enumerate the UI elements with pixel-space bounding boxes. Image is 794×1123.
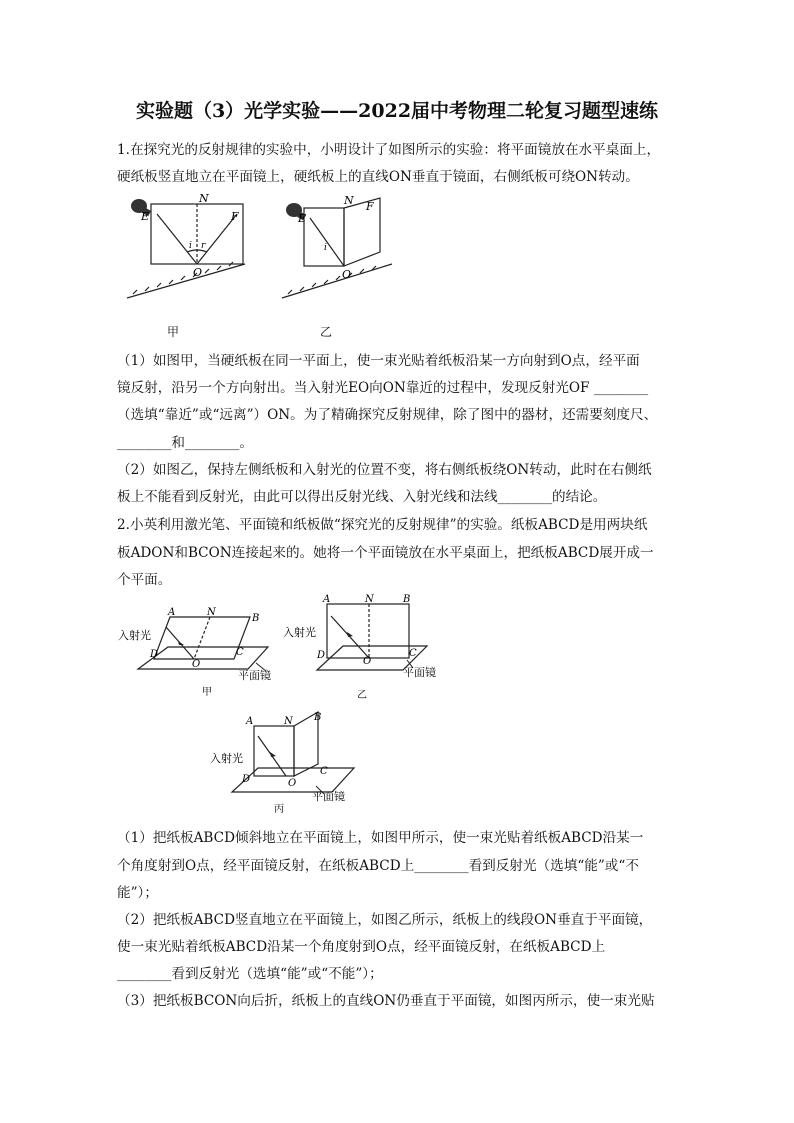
q2-part2-line2: 使一束光贴着纸板ABCD沿某一个角度射到O点，经平面镜反射，在纸板ABCD上 [117, 939, 606, 955]
q1-stem-line2: 硬纸板竖直地立在平面镜上，硬纸板上的直线ON垂直于镜面，右侧纸板可绕ON转动。 [117, 169, 639, 185]
q1-part1-line2: 镜反射，沿另一个方向射出。当入射光EO向ON靠近的过程中，发现反射光OF ________ [117, 380, 649, 396]
q1-yi-point-F: F [366, 200, 374, 213]
q2-yi-incident-label: 入射光 [283, 626, 316, 639]
q1-fig-label-yi: 乙 [320, 325, 333, 339]
q1-jia-point-F: F [231, 210, 239, 223]
q1-part1-line3: （选填“靠近”或“远离”）ON。为了精确探究反射规律，除了图中的器材，还需要刻度尺、 [117, 407, 658, 423]
q2-fig-label-jia: 甲 [202, 687, 212, 698]
q2-bing-point-C: C [320, 766, 328, 777]
q2-stem-line3: 个平面。 [117, 572, 172, 588]
q1-part1-line4: ________和________。 [117, 435, 253, 451]
q1-part2-line2: 板上不能看到反射光，由此可以得出反射光线、入射光线和法线________的结论。 [117, 489, 607, 505]
q2-figure-jia [118, 603, 298, 703]
q2-jia-point-N: N [207, 607, 216, 618]
q2-yi-point-B: B [403, 594, 411, 605]
q1-jia-point-E: E [141, 210, 150, 223]
q1-stem-line1: 1.在探究光的反射规律的实验中，小明设计了如图所示的实验：将平面镜放在水平桌面上， [117, 142, 661, 158]
q2-part1-line1: （1）把纸板ABCD倾斜地立在平面镜上，如图甲所示，使一束光贴着纸板ABCD沿某一 [117, 830, 644, 846]
q2-bing-point-O: O [288, 778, 297, 789]
q2-figure-yi [283, 590, 443, 705]
q2-yi-point-N: N [365, 594, 374, 605]
q1-yi-angle-i: i [324, 243, 327, 253]
q2-fig-label-bing: 丙 [274, 804, 284, 815]
q2-yi-point-O: O [363, 656, 372, 667]
q1-part1-line1: （1）如图甲，当硬纸板在同一平面上，使一束光贴着纸板沿某一方向射到O点，经平面 [117, 353, 640, 369]
q2-stem-line2: 板ADON和BCON连接起来的。她将一个平面镜放在水平桌面上，把纸板ABCD展开成一 [117, 545, 654, 561]
q2-part3-line1: （3）把纸板BCON向后折，纸板上的直线ON仍垂直于平面镜，如图丙所示，使一束光贴 [117, 993, 655, 1009]
q2-jia-point-D: D [150, 649, 159, 660]
q2-stem-line1: 2.小英利用激光笔、平面镜和纸板做“探究光的反射规律”的实验。纸板ABCD是用两块纸 [117, 517, 648, 533]
q1-jia-angle-r: r [201, 241, 206, 251]
q2-yi-point-C: C [409, 648, 417, 659]
q2-part2-line3: ________看到反射光（选填“能”或“不能”）； [117, 966, 383, 982]
q2-part2-line1: （2）把纸板ABCD竖直地立在平面镜上，如图乙所示，纸板上的线段ON垂直于平面镜， [117, 912, 653, 928]
q2-figure-bing [208, 708, 378, 818]
q2-bing-mirror-label: 平面镜 [312, 790, 345, 803]
q2-jia-point-C: C [236, 647, 244, 658]
q2-yi-point-D: D [317, 650, 326, 661]
q2-bing-point-D: D [242, 774, 251, 785]
q1-figure-yi [280, 190, 400, 300]
q2-jia-point-B: B [252, 613, 260, 624]
q1-yi-point-N: N [344, 194, 354, 207]
q1-jia-angle-i: i [189, 241, 192, 251]
q2-yi-point-A: A [323, 594, 331, 605]
q1-yi-point-E: E [298, 212, 307, 225]
q2-fig-label-yi: 乙 [357, 690, 367, 701]
q1-fig-label-jia: 甲 [167, 325, 180, 339]
page-title: 实验题（3）光学实验——2022届中考物理二轮复习题型速练 [135, 100, 659, 122]
q1-jia-point-N: N [199, 192, 209, 205]
q2-yi-mirror-label: 平面镜 [403, 666, 436, 679]
q2-part1-line2: 个角度射到O点，经平面镜反射，在纸板ABCD上________看到反射光（选填“能”或“不 [117, 858, 639, 874]
q2-bing-incident-label: 入射光 [210, 752, 243, 765]
q1-jia-point-O: O [193, 266, 203, 279]
q2-jia-point-O: O [192, 659, 201, 670]
q2-jia-point-A: A [168, 607, 176, 618]
q1-part2-line1: （2）如图乙，保持左侧纸板和入射光的位置不变，将右侧纸板绕ON转动，此时在右侧纸 [117, 462, 652, 478]
q2-bing-point-B: B [314, 712, 322, 723]
q2-part1-line3: 能”）； [117, 885, 158, 901]
q1-figure-jia [125, 190, 255, 300]
q2-bing-point-A: A [246, 716, 254, 727]
q2-bing-point-N: N [284, 716, 293, 727]
q2-jia-incident-label: 入射光 [118, 629, 151, 642]
q1-yi-point-O: O [342, 268, 352, 281]
q2-jia-mirror-label: 平面镜 [238, 669, 271, 682]
